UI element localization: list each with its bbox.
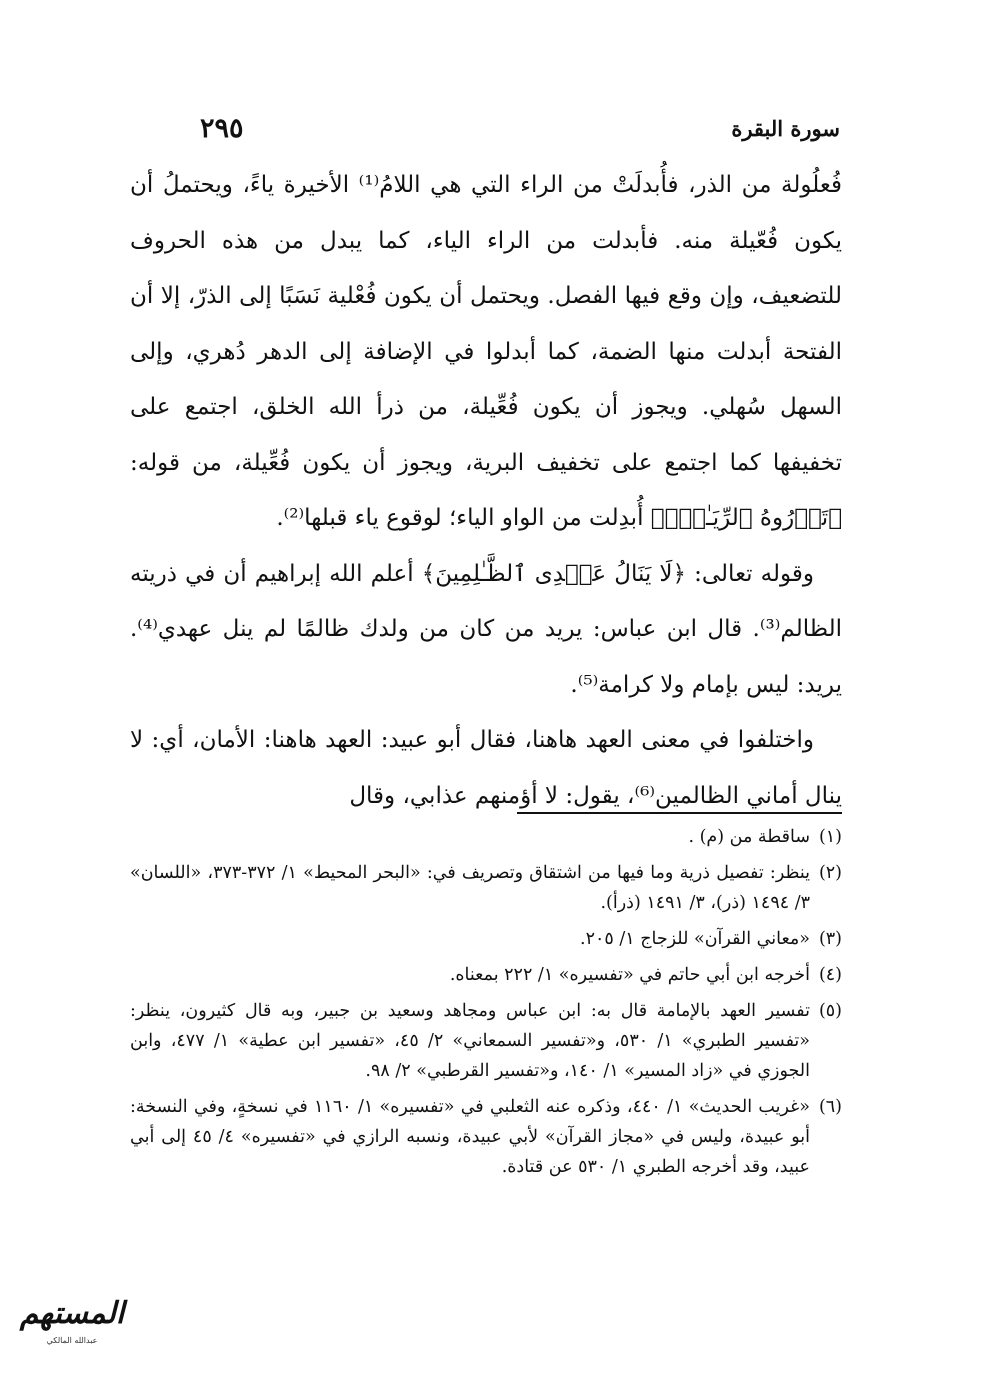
footnote-divider (517, 812, 842, 814)
paragraph-1: فُعلُولة من الذر، فأُبدلَتْ من الراء التي هي اللامُ⁽¹⁾ الأخيرة ياءً، ويحتملُ أن يكون فُعّيلة منه. فأبدلت من الراء الياء، كما يبدل من هذه الحروف للتضعيف، وإن وقع فيها الفصل. ويحتمل أن يكون فُعْلية نَسَبًا إلى الذرّ، إلا أن الفتحة أبدلت منها الضمة، كما أبدلوا في الإضافة إلى الدهر دُهري، وإلى السهل سُهلي. ويجوز أن يكون فُعِّيلة، من ذرأ الله الخلق، اجتمع على تخفيفها كما اجتمع على تخفيف البرية، ويجوز أن يكون فُعِّيلة، من قوله: ﴿تَذۡرُوهُ ٱلرِّيَـٰحُۗ﴾ أُبدِلت من الواو الياء؛ لوقوع ياء قبلها⁽²⁾. (130, 172, 842, 531)
footnote-text: أخرجه ابن أبي حاتم في «تفسيره» ١/ ٢٢٢ بمعناه. (449, 965, 810, 985)
footnote-number: (٥) (818, 1001, 842, 1021)
paragraph-2: وقوله تعالى: ﴿لَا يَنَالُ عَهۡدِى ٱلظَّـٰلِمِينَ﴾ أعلم الله إبراهيم أن في ذريته الظالم⁽³⁾. قال ابن عباس: يريد من كان من ولدك ظالمًا لم ينل عهدي⁽⁴⁾. يريد: ليس بإمام ولا كرامة⁽⁵⁾. (130, 560, 842, 698)
footnote-4 (130, 960, 842, 990)
logo-subtext: عبدالله المالكي (46, 1336, 98, 1345)
footnote-number: (١) (818, 827, 842, 847)
footnote-text: ساقطة من (م) . (688, 827, 810, 847)
page-header (200, 108, 840, 148)
footnote-number: (٤) (818, 965, 842, 985)
footnote-text: ينظر: تفصيل ذرية وما فيها من اشتقاق وتصريف في: «البحر المحيط» ١/ ٣٧٢-٣٧٣، «اللسان» ٣/ ١٤٩٤ (ذر)، ٣/ ١٤٩١ (ذرأ). (130, 863, 810, 913)
main-text (130, 158, 842, 824)
footnote-text: تفسير العهد بالإمامة قال به: ابن عباس ومجاهد وسعيد بن جبير، وبه قال كثيرون، ينظر: «تفسير الطبري» ١/ ٥٣٠، و«تفسير السمعاني» ٢/ ٤٥، «تفسير ابن عطية» ١/ ٤٧٧، وابن الجوزي في «زاد المسير» ١/ ١٤٠، و«تفسير القرطبي» ٢/ ٩٨. (130, 1001, 811, 1081)
watermark-logo (12, 1296, 132, 1356)
surah-title: سورة البقرة (731, 115, 840, 141)
page-number: ٢٩٥ (200, 112, 244, 144)
footnote-3 (130, 924, 842, 954)
footnote-number: (٢) (818, 863, 842, 883)
footnote-number: (٦) (818, 1097, 842, 1117)
footnote-text: «غريب الحديث» ١/ ٤٤٠، وذكره عنه الثعلبي في «تفسيره» ١/ ١١٦٠ في نسخةٍ، وفي النسخة: أبو عبيدة، وليس في «مجاز القرآن» لأبي عبيدة، ونسبه الرازي في «تفسيره» ٤/ ٤٥ إلى أبي عبيد، وقد أخرجه الطبري ١/ ٥٣٠ عن قتادة. (130, 1097, 810, 1177)
footnote-5 (130, 996, 842, 1086)
footnote-number: (٣) (818, 929, 842, 949)
logo-text: المستهم (19, 1296, 125, 1331)
footnote-1 (130, 822, 842, 852)
footnote-text: «معاني القرآن» للزجاج ١/ ٢٠٥. (579, 929, 810, 949)
paragraph-3: واختلفوا في معنى العهد هاهنا، فقال أبو عبيد: العهد هاهنا: الأمان، أي: لا ينال أماني الظالمين⁽⁶⁾، يقول: لا أؤمنهم عذابي، وقال (130, 727, 842, 809)
footnote-2 (130, 858, 842, 918)
footnote-6 (130, 1092, 842, 1182)
footnotes (130, 822, 842, 1188)
